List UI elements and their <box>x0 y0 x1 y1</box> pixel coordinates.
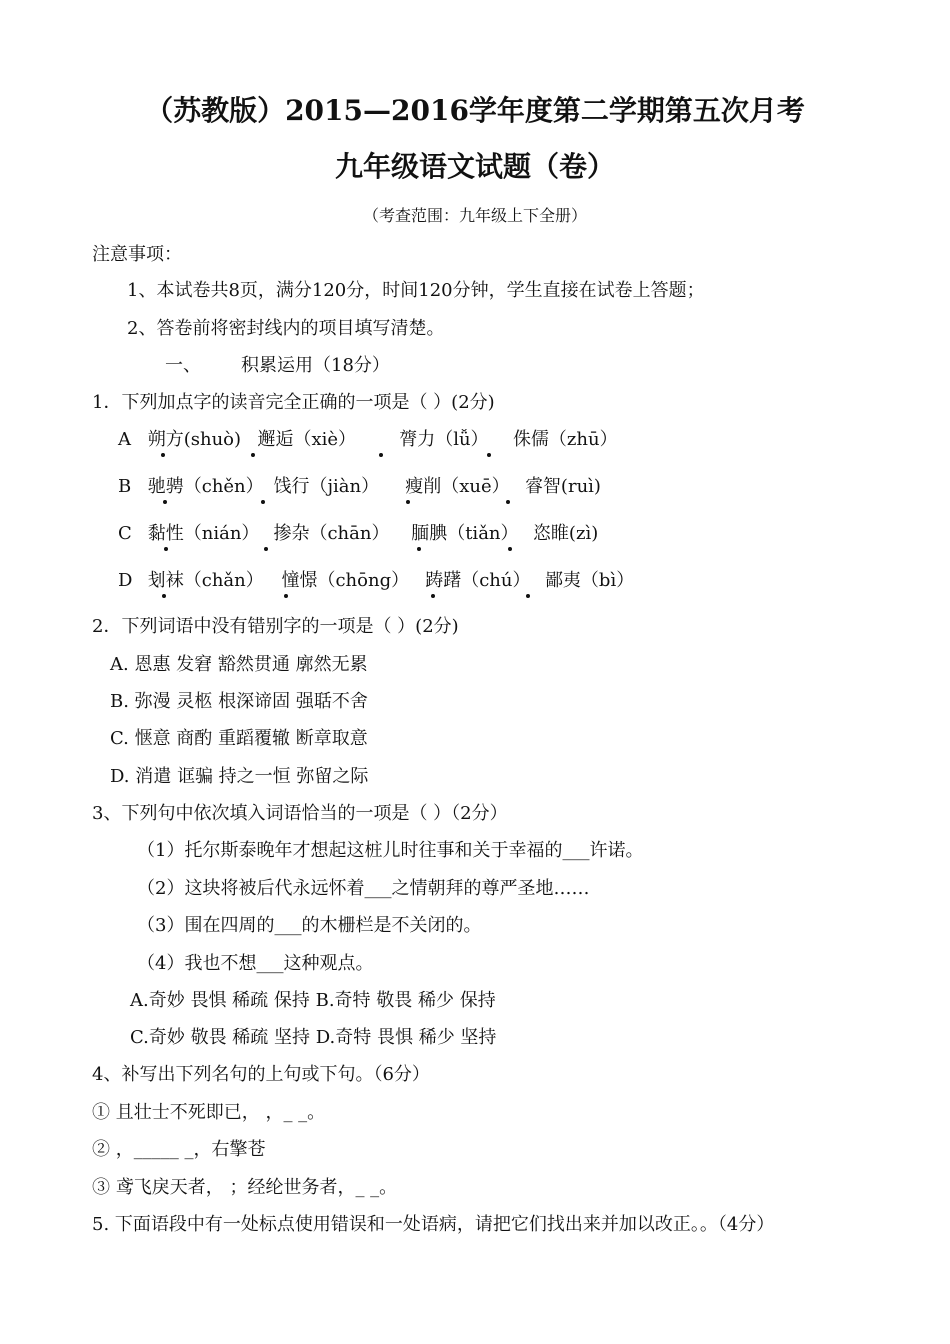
q1-c-word-2: 掺杂（chān） <box>273 523 390 544</box>
exam-scope: （考查范围：九年级上下全册） <box>362 206 587 225</box>
q5-stem: 5. 下面语段中有一处标点使用错误和一处语病，请把它们找出来并加以改正。。（4分） <box>92 1214 775 1235</box>
section-1-heading <box>165 354 390 378</box>
q2-option-c: C. 惬意 商酌 重蹈覆辙 断章取意 <box>110 728 368 749</box>
q1-c-word-4: 恣睢(zì) <box>532 523 599 544</box>
q3-options-ab: A.奇妙 畏惧 稀疏 保持 B.奇特 敬畏 稀少 保持 <box>130 990 496 1011</box>
q4-stem: 4、补写出下列名句的上句或下句。（6分） <box>92 1064 430 1085</box>
notice-item-1: 1、本试卷共8页，满分120分，时间120分钟，学生直接在试卷上答题； <box>127 280 705 301</box>
q1-a-word-4: 侏儒（zhū） <box>512 429 618 450</box>
q1-c-word-3: 腼腆（tiǎn） <box>411 523 519 544</box>
notice-heading: 注意事项： <box>92 244 182 265</box>
q1-a-word-3: 膂力（lǚ） <box>399 429 489 450</box>
q1-b-word-1: 驰骋（chěn） <box>147 476 264 497</box>
q3-stem: 3、下列句中依次填入词语恰当的一项是（ ）（2分） <box>92 803 508 824</box>
q1-d-emphasis-dots <box>118 590 618 598</box>
q4-line-2: ② ，_____ _，右擎苍 <box>92 1139 266 1160</box>
section-1-label: 一、 <box>165 355 201 376</box>
exam-title-line2: 九年级语文试题（卷） <box>334 150 615 183</box>
q1-c-word-1: 黏性（nián） <box>147 523 260 544</box>
q1-d-letter: D <box>118 570 133 591</box>
q1-stem: 1．下列加点字的读音完全正确的一项是（ ）(2分) <box>92 392 495 413</box>
q1-d-word-1: 刬袜（chǎn） <box>147 570 264 591</box>
q1-c-emphasis-dots <box>118 543 618 551</box>
q2-option-b: B. 弥漫 灵柩 根深谛固 强聒不舍 <box>110 691 368 712</box>
notice-item-2: 2、答卷前将密封线内的项目填写清楚。 <box>127 318 445 339</box>
q3-sentence-3: （3）围在四周的___的木栅栏是不关闭的。 <box>137 915 482 936</box>
q3-options-cd: C.奇妙 敬畏 稀疏 坚持 D.奇特 畏惧 稀少 坚持 <box>130 1027 497 1048</box>
q2-option-d: D. 消遣 诓骗 持之一恒 弥留之际 <box>110 766 369 787</box>
q1-a-word-1: 朔方(shuò) <box>147 429 242 450</box>
exam-title-line1: （苏教版）2015—2016学年度第二学期第五次月考 <box>145 94 805 127</box>
q2-stem: 2．下列词语中没有错别字的一项是（ ）(2分) <box>92 616 459 637</box>
q1-a-emphasis-dots <box>118 449 618 457</box>
q1-b-word-4: 睿智(ruì) <box>524 476 601 497</box>
q1-b-letter: B <box>118 476 132 497</box>
q2-option-a: A. 恩惠 发窘 豁然贯通 廓然无累 <box>110 654 368 675</box>
q3-sentence-4: （4）我也不想___这种观点。 <box>137 953 374 974</box>
q1-a-letter: A <box>118 429 131 450</box>
q1-d-word-3: 踌躇（chú） <box>425 570 531 591</box>
q1-a-word-2: 邂逅（xiè） <box>257 429 357 450</box>
q3-sentence-2: （2）这块将被后代永远怀着___之情朝拜的尊严圣地…… <box>137 878 590 899</box>
q3-sentence-1: （1）托尔斯泰晚年才想起这桩儿时往事和关于幸福的___许诺。 <box>137 840 644 861</box>
q1-b-word-2: 饯行（jiàn） <box>273 476 380 497</box>
q1-c-letter: C <box>118 523 132 544</box>
q1-b-emphasis-dots <box>118 496 618 504</box>
q1-d-word-4: 鄙夷（bì） <box>544 570 635 591</box>
q1-b-word-3: 瘦削（xuē） <box>405 476 510 497</box>
q1-d-word-2: 憧憬（chōng） <box>281 570 410 591</box>
q4-line-3: ③ 鸢飞戾天者， ；经纶世务者，_ _。 <box>92 1177 398 1198</box>
section-1-title: 积累运用（18分） <box>241 355 390 376</box>
q4-line-1: ① 且壮士不死即已， ，_ _。 <box>92 1102 326 1123</box>
